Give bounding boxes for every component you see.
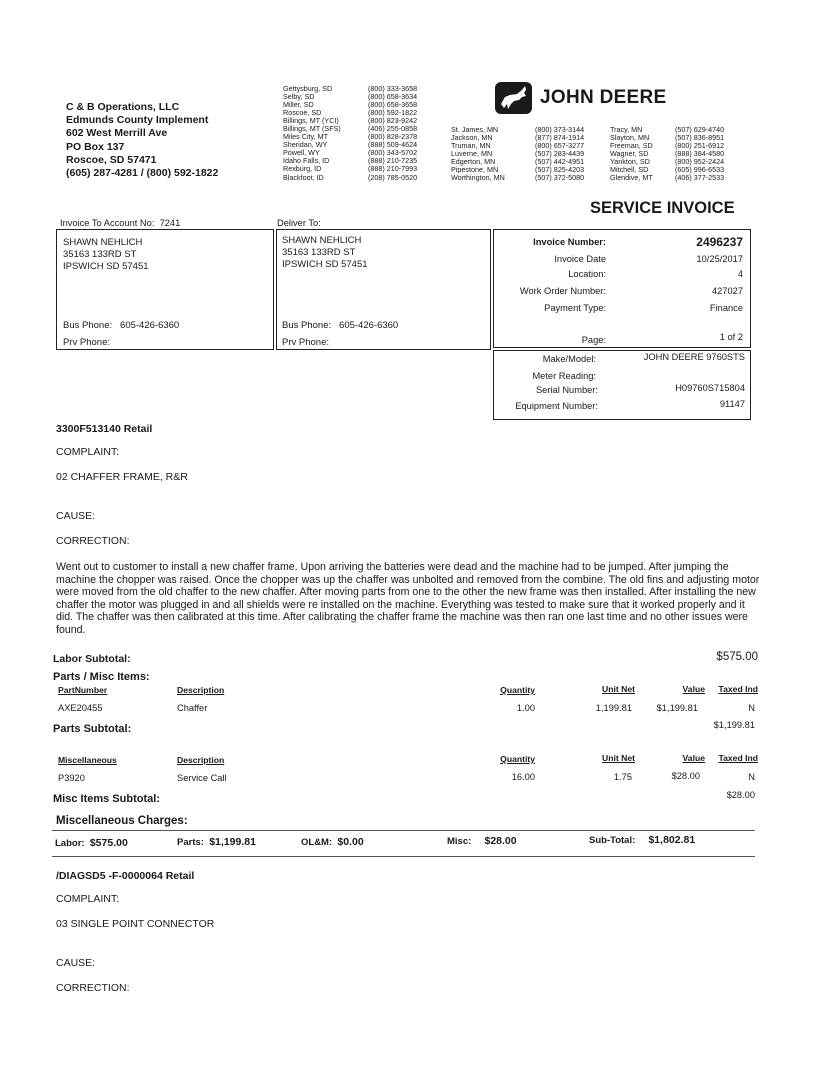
location-city: Gettysburg, SD <box>283 84 333 93</box>
deliver-to-label: Deliver To: <box>277 218 321 228</box>
location-phone: (507) 372-5080 <box>535 173 585 183</box>
col-value: Value <box>682 684 705 694</box>
col-unit-net: Unit Net <box>602 684 635 694</box>
location-phone: (800) 823-9242 <box>368 116 418 126</box>
totals-misc: Misc: $28.00 <box>447 835 517 847</box>
location-phone: (800) 251-6912 <box>675 141 725 151</box>
location-city: St. James, MN <box>451 125 499 134</box>
location-phone: (208) 785-0520 <box>368 172 418 182</box>
ship-to-street: 35163 133RD ST <box>282 247 356 258</box>
location-value: 4 <box>737 269 743 279</box>
job1-cause-label: CAUSE: <box>56 510 96 522</box>
col-taxed: Taxed Ind <box>718 684 758 694</box>
location-city: Tracy, MN <box>610 125 643 134</box>
col-misc-taxed: Taxed Ind <box>718 753 758 763</box>
location-phone: (406) 255-0858 <box>368 124 418 134</box>
misc-quantity: 16.00 <box>511 772 535 782</box>
location-phone: (406) 377-2533 <box>675 173 725 183</box>
invoice-date-label: Invoice Date <box>554 254 606 264</box>
col-description: Description <box>177 685 225 695</box>
location-phone: (800) 373-3144 <box>535 125 585 134</box>
serial-number: H09760S715804 <box>675 383 745 393</box>
bill-to-name: SHAWN NEHLICH <box>63 237 143 248</box>
location-city: Pipestone, MN <box>451 165 499 175</box>
invoice-number: 2496237 <box>696 235 743 249</box>
deer-icon <box>495 82 532 114</box>
job2-cause-label: CAUSE: <box>56 957 96 969</box>
page-label: Page: <box>581 335 606 345</box>
col-miscellaneous: Miscellaneous <box>58 755 117 765</box>
part-taxed: N <box>748 703 755 713</box>
company-city: Roscoe, SD 57471 <box>66 153 157 166</box>
totals-bottom-divider <box>52 856 755 857</box>
deliver-to-box <box>276 229 491 350</box>
col-quantity: Quantity <box>500 685 535 695</box>
parts-subtotal: $1,199.81 <box>713 720 755 730</box>
meter-reading-label: Meter Reading: <box>532 371 596 381</box>
account-number: 7241 <box>159 218 181 228</box>
totals-subtotal: Sub-Total: $1,802.81 <box>589 834 696 846</box>
location-city: Yankton, SD <box>610 157 650 167</box>
misc-unit-net: 1.75 <box>613 772 632 782</box>
equipment-number-label: Equipment Number: <box>515 401 598 411</box>
company-dba: Edmunds County Implement <box>66 114 209 127</box>
location-city: Freeman, SD <box>610 141 653 151</box>
part-number: AXE20455 <box>58 703 103 713</box>
job1-complaint-label: COMPLAINT: <box>56 446 120 458</box>
location-phone: (800) 592-1822 <box>368 108 418 118</box>
location-city: Jackson, MN <box>451 133 493 143</box>
job2-code: /DIAGSD5 -F-0000064 Retail <box>56 870 195 882</box>
location-city: Miles City, MT <box>283 132 328 142</box>
location-phone: (888) 384-4580 <box>675 149 725 159</box>
location-phone: (507) 442-4951 <box>535 157 585 167</box>
part-value: $1,199.81 <box>656 703 698 713</box>
ship-to-bus-phone: Bus Phone: 605-426-6360 <box>282 320 399 331</box>
invoice-to-label: Invoice To Account No: 7241 <box>60 218 181 228</box>
location-city: Mitchell, SD <box>610 165 649 175</box>
misc-code: P3920 <box>58 773 85 783</box>
location-city: Powell, WY <box>283 148 320 158</box>
misc-subtotal-label: Misc Items Subtotal: <box>53 793 160 805</box>
location-phone: (507) 629-4740 <box>675 125 725 134</box>
col-part-number: PartNumber <box>58 685 108 695</box>
totals-parts: Parts: $1,199.81 <box>177 836 256 848</box>
location-city: Wagner, SD <box>610 149 649 159</box>
location-city: Billings, MT (YCI) <box>283 116 339 126</box>
ship-to-name: SHAWN NEHLICH <box>282 235 362 246</box>
bill-to-street: 35163 133RD ST <box>63 249 137 260</box>
location-city: Rexburg, ID <box>283 164 322 174</box>
john-deere-logo <box>495 82 667 114</box>
col-misc-quantity: Quantity <box>500 754 535 764</box>
location-phone: (800) 658-3658 <box>368 100 418 110</box>
location-phone: (507) 283-4439 <box>535 149 585 159</box>
ship-to-city: IPSWICH SD 57451 <box>282 259 368 270</box>
col-misc-description: Description <box>177 755 225 765</box>
misc-taxed: N <box>748 772 755 782</box>
location-city: Blackfoot, ID <box>283 172 324 182</box>
document-title: SERVICE INVOICE <box>590 199 735 217</box>
ship-to-prv-phone: Prv Phone: <box>282 337 329 348</box>
job1-complaint: 02 CHAFFER FRAME, R&R <box>56 471 188 483</box>
payment-type-label: Payment Type: <box>544 303 606 313</box>
misc-value: $28.00 <box>671 771 700 781</box>
company-name: C & B Operations, LLC <box>66 101 180 113</box>
location-phone: (800) 343-5702 <box>368 148 418 158</box>
locations-column-1 <box>283 85 417 182</box>
invoice-date: 10/25/2017 <box>696 254 743 264</box>
location-phone: (800) 657-3277 <box>535 141 585 151</box>
totals-labor: Labor: $575.00 <box>55 837 128 849</box>
bill-to-city: IPSWICH SD 57451 <box>63 261 149 272</box>
job2-complaint: 03 SINGLE POINT CONNECTOR <box>56 918 215 930</box>
location-phone: (800) 952-2424 <box>675 157 725 167</box>
labor-subtotal-label: Labor Subtotal: <box>53 653 131 665</box>
make-model: JOHN DEERE 9760STS <box>643 352 745 362</box>
company-pobox: PO Box 137 <box>66 140 125 153</box>
serial-number-label: Serial Number: <box>535 385 598 395</box>
misc-description: Service Call <box>177 773 227 783</box>
parts-subtotal-label: Parts Subtotal: <box>53 723 132 735</box>
location-city: Truman, MN <box>451 141 491 151</box>
location-phone: (888) 210-7993 <box>368 164 418 174</box>
company-address: 602 West Merrill Ave <box>66 127 168 140</box>
payment-type: Finance <box>709 303 743 313</box>
location-city: Sheridan, WY <box>283 140 328 150</box>
brand-name: JOHN DEERE <box>540 87 667 108</box>
location-phone: (605) 996-6533 <box>675 165 725 175</box>
location-phone: (800) 658-3634 <box>368 92 418 102</box>
location-phone: (877) 874-1914 <box>535 133 585 143</box>
location-city: Edgerton, MN <box>451 157 496 167</box>
location-city: Luverne, MN <box>451 149 493 159</box>
locations-column-2 <box>451 126 584 182</box>
part-unit-net: 1,199.81 <box>595 703 632 713</box>
invoice-to-box <box>56 229 274 350</box>
location-city: Worthington, MN <box>451 173 505 183</box>
location-row <box>451 174 584 182</box>
invoice-number-label: Invoice Number: <box>533 237 606 247</box>
totals-olm: OL&M: $0.00 <box>301 836 364 848</box>
equipment-number: 91147 <box>719 399 745 409</box>
location-label: Location: <box>568 269 606 279</box>
job2-complaint-label: COMPLAINT: <box>56 893 120 905</box>
location-phone: (888) 210-7235 <box>368 156 418 166</box>
job1-correction-label: CORRECTION: <box>56 535 130 547</box>
misc-charges-heading: Miscellaneous Charges: <box>56 815 188 827</box>
location-city: Billings, MT (SFS) <box>283 124 341 134</box>
location-row <box>610 174 724 182</box>
part-description: Chaffer <box>177 703 208 713</box>
location-city: Selby, SD <box>283 92 315 102</box>
location-city: Glendive, MT <box>610 173 653 183</box>
location-row <box>283 174 417 182</box>
company-info <box>66 101 218 180</box>
parts-heading: Parts / Misc Items: <box>53 671 150 683</box>
part-quantity: 1.00 <box>516 703 535 713</box>
make-model-label: Make/Model: <box>542 354 596 364</box>
page-number: 1 of 2 <box>719 332 743 342</box>
misc-subtotal: $28.00 <box>726 790 755 800</box>
location-phone: (800) 828-2378 <box>368 132 418 142</box>
bill-to-bus-phone: Bus Phone: 605-426-6360 <box>63 320 180 331</box>
job1-correction-text: Went out to customer to install a new chaffer frame. Upon arriving the batteries were dead and the machine had to be jumped. After jumping the machine the chopper was raised. Once the chopper was up the chaffer was unbolted and removed from the combine. The old fins and adjusting motor were moved from the old chaffer to the new chaffer. After moving parts from one to the other the new frame was then installed. After installing the new chaffer the motor was plugged in and all shields were re installed on the machine. Everything was tested to make sure that it worked properly and it did. The chaffer was then calibrated at this time. After calibrating the chaffer frame the machine was then ran one last time and no other issues were found. <box>56 561 760 636</box>
totals-top-divider <box>52 830 755 831</box>
location-phone: (507) 836-8951 <box>675 133 725 143</box>
bill-to-prv-phone: Prv Phone: <box>63 337 110 348</box>
location-phone: (507) 825-4203 <box>535 165 585 175</box>
col-misc-unit-net: Unit Net <box>602 753 635 763</box>
location-city: Roscoe, SD <box>283 108 322 118</box>
locations-column-3 <box>610 126 724 182</box>
location-phone: (888) 509-4624 <box>368 140 418 150</box>
work-order-label: Work Order Number: <box>519 286 606 296</box>
location-phone: (800) 333-3658 <box>368 84 418 93</box>
labor-subtotal: $575.00 <box>716 651 758 663</box>
location-city: Miller, SD <box>283 100 314 110</box>
job2-correction-label: CORRECTION: <box>56 982 130 994</box>
company-phones: (605) 287-4281 / (800) 592-1822 <box>66 167 219 180</box>
job1-code: 3300F513140 Retail <box>56 423 153 435</box>
location-city: Idaho Falls, ID <box>283 156 330 166</box>
work-order-number: 427027 <box>711 286 743 296</box>
col-misc-value: Value <box>682 753 705 763</box>
location-city: Slayton, MN <box>610 133 650 143</box>
